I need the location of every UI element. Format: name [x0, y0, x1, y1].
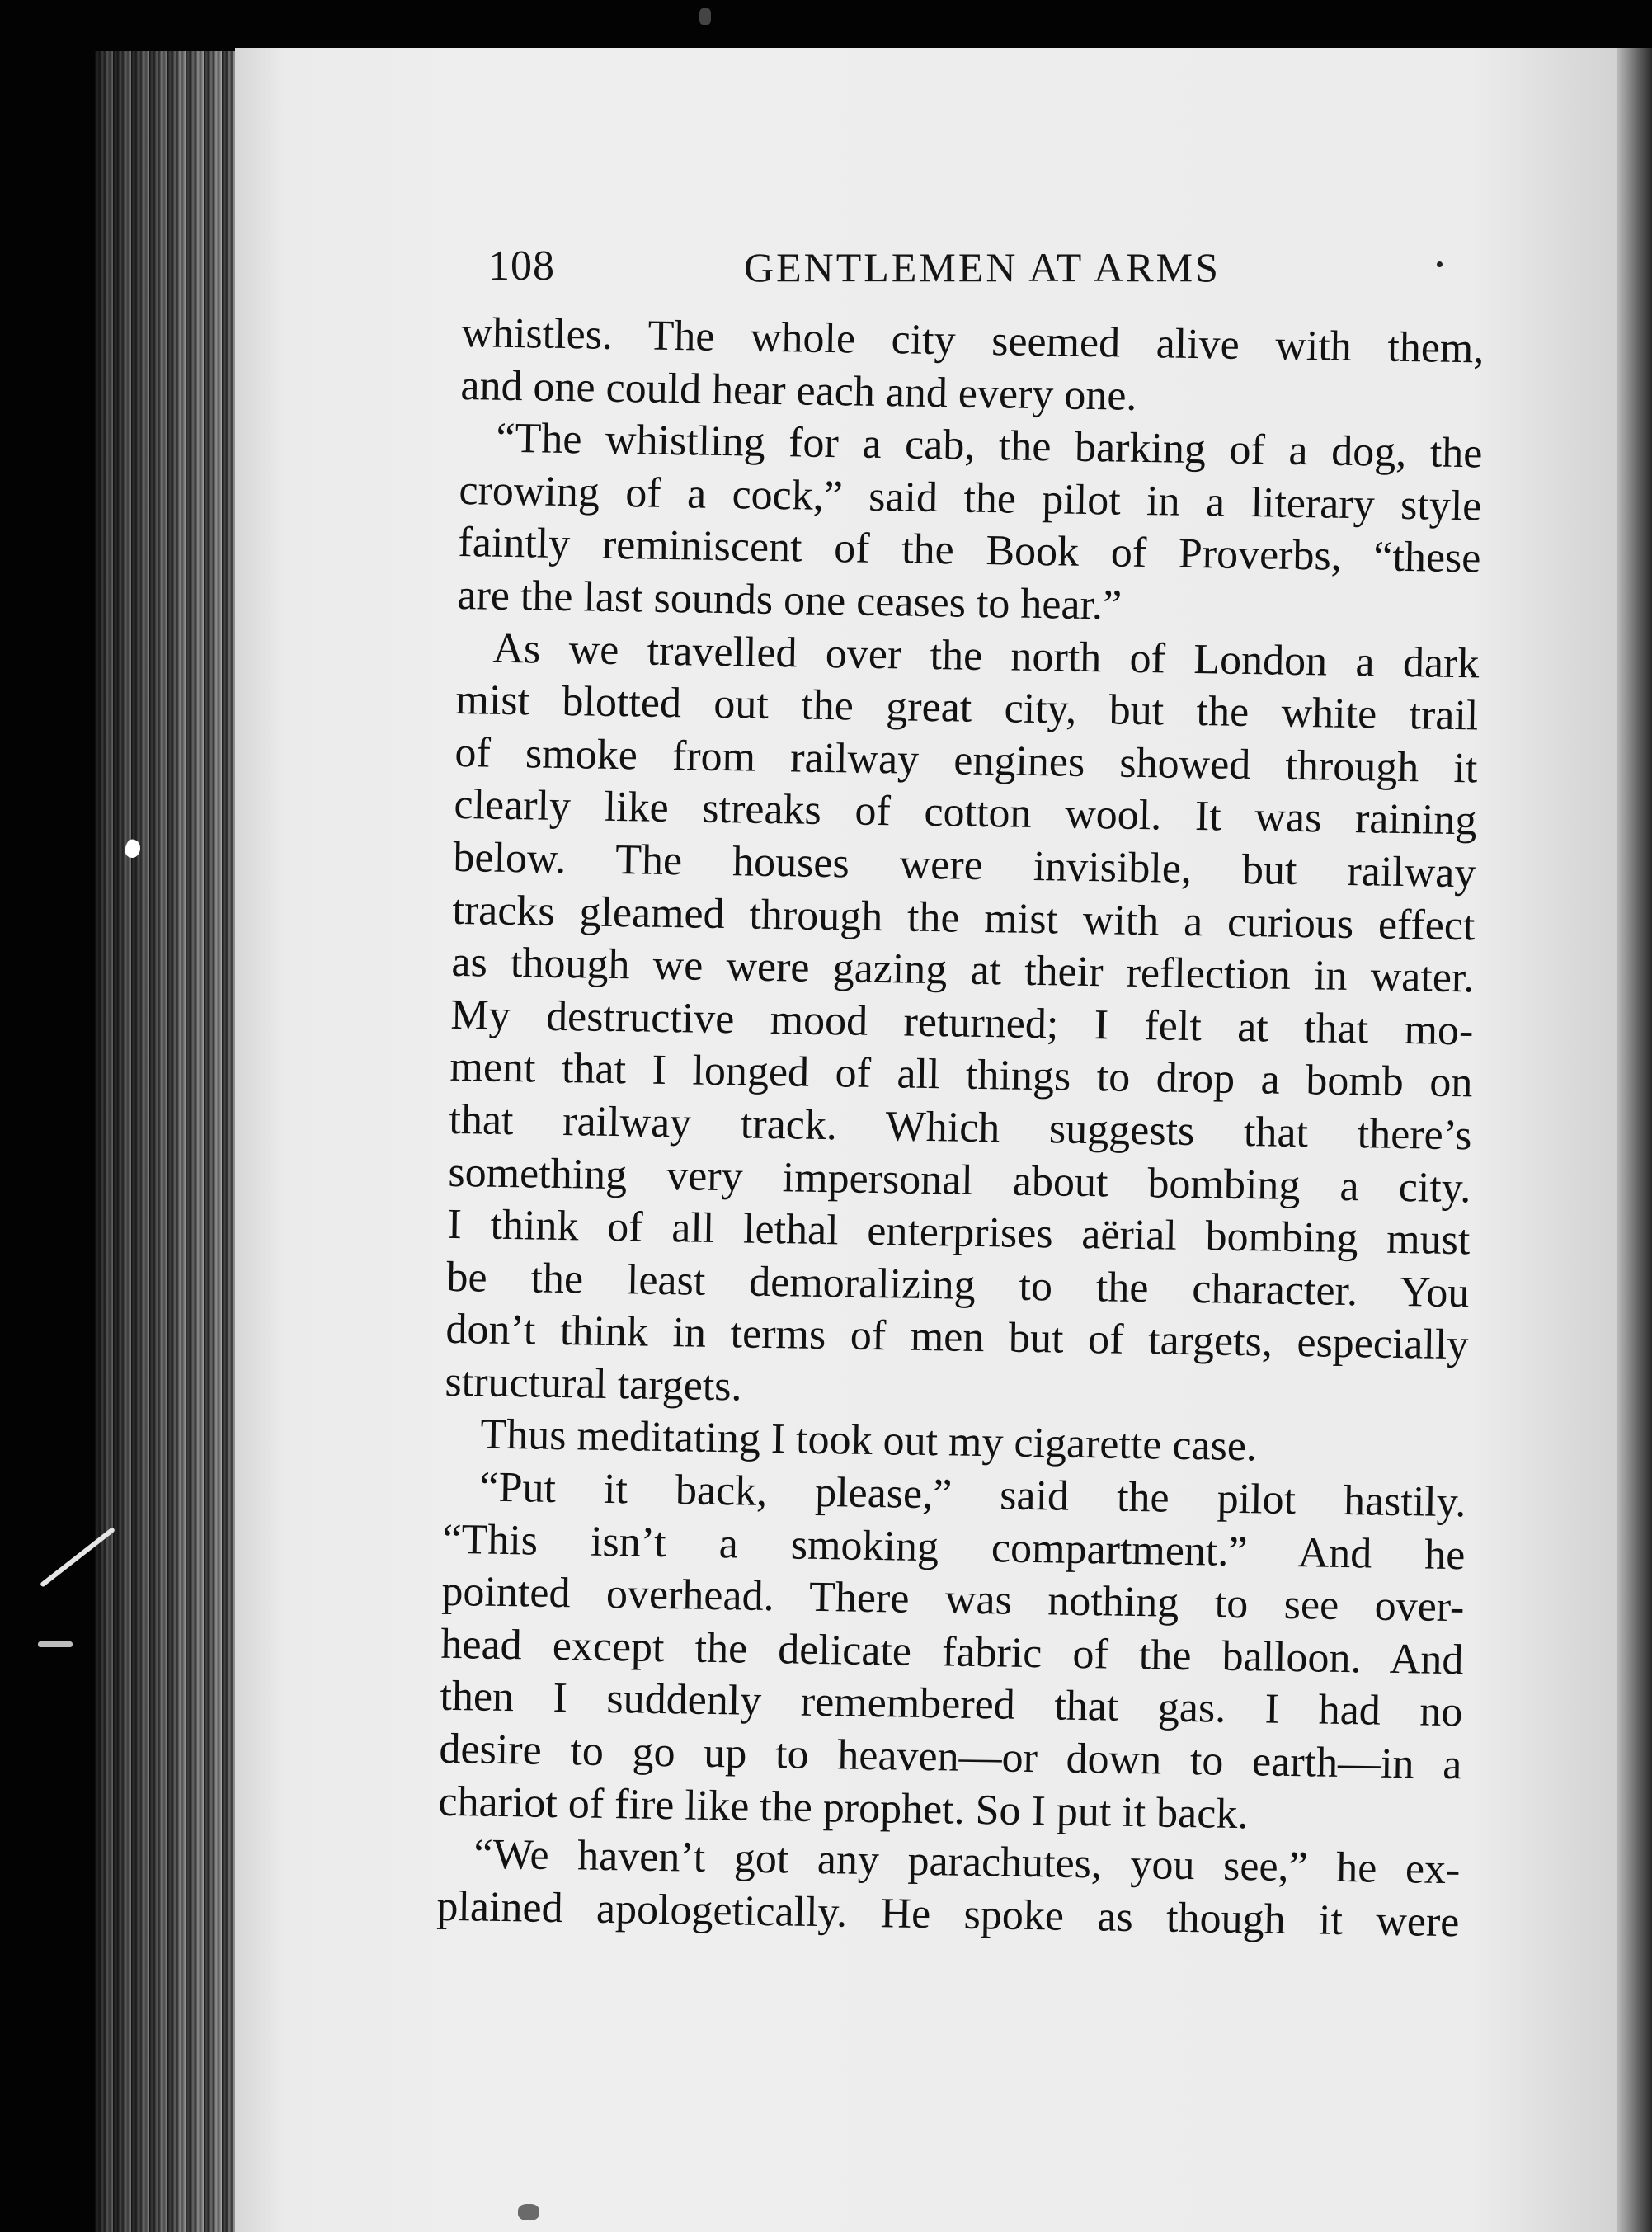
- text-line: crowing of a cock,” said the pilot in a literary style: [459, 466, 1482, 530]
- text-line: “The whistling for a cab, the barking of a dog, the: [496, 414, 1483, 478]
- scan-speck: [518, 2204, 539, 2220]
- text-line: Thus meditating I took out my cigarette case.: [480, 1410, 1258, 1471]
- text-line: that railway track. Which suggests that there’s: [449, 1095, 1472, 1160]
- text-line: clearly like streaks of cotton wool. It was raining: [454, 781, 1477, 845]
- scan-speck: [699, 8, 711, 25]
- body-text: [436, 307, 1485, 1949]
- text-line: tracks gleamed through the mist with a curious effect: [452, 886, 1476, 949]
- text-line: desire to go up to heaven—or down to earth—in a: [439, 1725, 1462, 1789]
- text-line: “This isn’t a smoking compartment.” And he: [442, 1515, 1466, 1579]
- text-line: are the last sounds one ceases to hear.”: [457, 571, 1123, 629]
- text-line: below. The houses were invisible, but railway: [453, 833, 1476, 897]
- text-line: something very impersonal about bombing a city.: [448, 1148, 1471, 1212]
- text-line: don’t think in terms of men but of targets, especially: [445, 1306, 1469, 1369]
- text-line: “We haven’t got any parachutes, you see,” he ex-: [473, 1830, 1461, 1894]
- text-line: as though we were gazing at their reflection in water.: [451, 939, 1475, 1002]
- text-line: structural targets.: [445, 1358, 742, 1410]
- text-line: faintly reminiscent of the Book of Proverbs, “these: [458, 519, 1481, 582]
- page-header: [488, 233, 1461, 299]
- text-line: I think of all lethal enterprises aërial bombing must: [447, 1200, 1471, 1264]
- text-line: “Put it back, please,” said the pilot hastily.: [479, 1463, 1466, 1527]
- text-line: chariot of fire like the prophet. So I put it back.: [438, 1778, 1249, 1838]
- margin-dash-mark: [38, 1641, 73, 1647]
- text-line: head except the delicate fabric of the balloon. And: [440, 1620, 1464, 1684]
- text-line: pointed overhead. There was nothing to see over-: [441, 1568, 1465, 1632]
- text-line: be the least demoralizing to the character. You: [446, 1253, 1470, 1317]
- page-number: 108: [488, 243, 555, 290]
- text-line: mist blotted out the great city, but the white trail: [455, 676, 1479, 740]
- page-right-shadow: [1617, 48, 1652, 2232]
- text-line: As we travelled over the north of London a dark: [492, 624, 1480, 687]
- text-line: whistles. The whole city seemed alive with them,: [461, 308, 1485, 373]
- running-title: GENTLEMEN AT ARMS: [744, 244, 1221, 290]
- text-line: of smoke from railway engines showed through it: [454, 728, 1478, 793]
- header-speck: [1437, 261, 1443, 267]
- text-line: My destructive mood returned; I felt at that mo-: [450, 991, 1474, 1055]
- text-line: and one could hear each and every one.: [460, 361, 1137, 420]
- text-line: then I suddenly remembered that gas. I had no: [440, 1673, 1463, 1736]
- text-line: ment that I longed of all things to drop a bomb on: [449, 1043, 1473, 1107]
- text-line: plained apologetically. He spoke as though it were: [436, 1882, 1460, 1947]
